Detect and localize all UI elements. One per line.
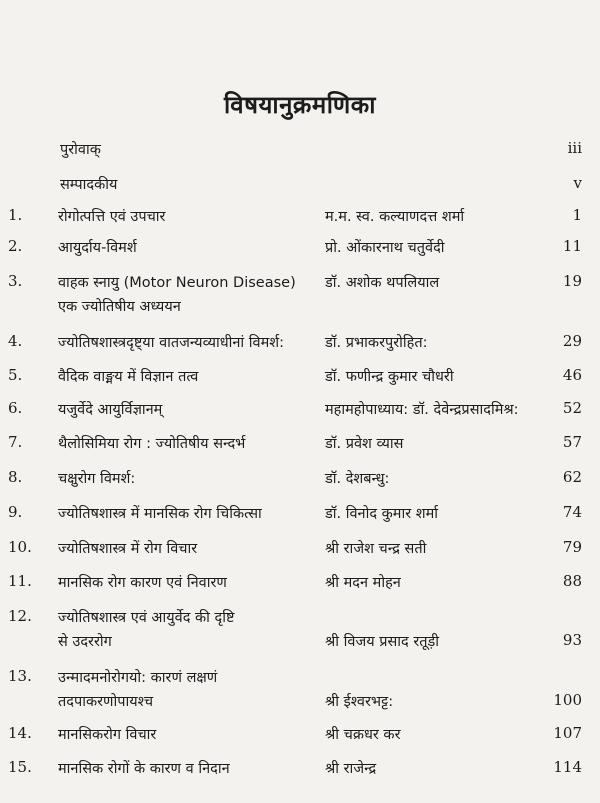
contents-entry <box>0 237 600 277</box>
page-number: 57 <box>562 433 582 451</box>
front-matter-title: सम्पादकीय <box>60 177 118 193</box>
entry-number: 7. <box>8 433 23 451</box>
entry-number: 8. <box>8 468 23 486</box>
entry-number: 1. <box>8 206 23 224</box>
contents-entry <box>0 572 600 612</box>
contents-entry <box>0 607 600 650</box>
contents-entry <box>0 272 600 315</box>
entry-number: 14. <box>8 724 32 742</box>
entry-author: श्री राजेन्द्र <box>325 761 377 777</box>
page-number: 62 <box>562 468 582 486</box>
entry-number: 13. <box>8 667 32 685</box>
contents-entry <box>0 433 600 473</box>
page-number: 1 <box>572 206 582 224</box>
page-number: 100 <box>553 691 582 709</box>
entry-number: 5. <box>8 366 23 384</box>
entry-author: श्री ईश्वरभट्ट: <box>325 694 394 710</box>
entry-author: श्री मदन मोहन <box>325 575 401 591</box>
entry-number: 11. <box>8 572 32 590</box>
entry-title: से उदररोग <box>58 634 112 650</box>
contents-entry <box>0 503 600 543</box>
entry-title: ज्योतिषशास्त्र एवं आयुर्वेद की दृष्टि <box>58 610 235 626</box>
entry-author: प्रो. ओंकारनाथ चतुर्वेदी <box>325 240 445 256</box>
contents-entry <box>0 468 600 508</box>
page-number: 88 <box>562 572 582 590</box>
entry-title: ज्योतिषशास्त्र में मानसिक रोग चिकित्सा <box>58 506 262 522</box>
entry-author: डॉ. विनोद कुमार शर्मा <box>325 506 439 522</box>
page-number: 107 <box>553 724 582 742</box>
entry-title: एक ज्योतिषीय अध्ययन <box>58 299 181 315</box>
page-number: 114 <box>553 758 582 776</box>
entry-author: डॉ. देशबन्धु: <box>325 471 390 487</box>
entry-title: मानसिकरोग विचार <box>58 727 157 743</box>
contents-entry <box>0 667 600 710</box>
page-number: v <box>573 174 582 192</box>
front-matter-row <box>0 139 600 179</box>
entry-title: आयुर्दाय-विमर्श <box>58 240 137 256</box>
entry-number: 6. <box>8 399 23 417</box>
entry-author: डॉ. प्रवेश व्यास <box>325 436 404 452</box>
page-number: 79 <box>562 538 582 556</box>
entry-author: डॉ. अशोक थपलियाल <box>325 275 440 291</box>
page-number: iii <box>567 139 582 157</box>
entry-number: 3. <box>8 272 23 290</box>
entry-title: थैलोसिमिया रोग : ज्योतिषीय सन्दर्भ <box>58 436 246 452</box>
page-number: 29 <box>562 332 582 350</box>
entry-title: ज्योतिषशास्त्र में रोग विचार <box>58 541 198 557</box>
entry-author: डॉ. फणीन्द्र कुमार चौधरी <box>325 369 454 385</box>
page-number: 11 <box>562 237 582 255</box>
entry-title: ज्योतिषशास्त्रदृष्ट्या वातजन्यव्याधीनां विमर्श: <box>58 335 285 351</box>
entry-title: मानसिक रोग कारण एवं निवारण <box>58 575 227 591</box>
entry-title: रोगोत्पत्ति एवं उपचार <box>58 209 166 225</box>
page-number: 52 <box>562 399 582 417</box>
entry-author: श्री राजेश चन्द्र सती <box>325 541 427 557</box>
entry-author: श्री चक्रधर कर <box>325 727 401 743</box>
entry-number: 15. <box>8 758 32 776</box>
page-title: विषयानुक्रमणिका <box>224 91 376 119</box>
page-number: 19 <box>562 272 582 290</box>
entry-author: महामहोपाध्याय: डॉ. देवेन्द्रप्रसादमिश्र: <box>325 402 519 418</box>
front-matter-title: पुरोवाक् <box>60 142 101 158</box>
page-number: 46 <box>562 366 582 384</box>
entry-number: 10. <box>8 538 32 556</box>
entry-author: श्री विजय प्रसाद रतूड़ी <box>325 634 440 650</box>
entry-title: वाहक स्नायु (Motor Neuron Disease) <box>58 275 296 291</box>
entry-author: म.म. स्व. कल्याणदत्त शर्मा <box>325 209 465 225</box>
entry-title: वैदिक वाङ्मय में विज्ञान तत्व <box>58 369 199 385</box>
page-number: 74 <box>562 503 582 521</box>
entry-title: मानसिक रोगों के कारण व निदान <box>58 761 230 777</box>
entry-number: 4. <box>8 332 23 350</box>
entry-title: चक्षुरोग विमर्श: <box>58 471 136 487</box>
entry-number: 2. <box>8 237 23 255</box>
entry-number: 12. <box>8 607 32 625</box>
entry-author: डॉ. प्रभाकरपुरोहित: <box>325 335 428 351</box>
entry-title: तदपाकरणोपायश्च <box>58 694 154 710</box>
contents-entry <box>0 758 600 798</box>
entry-title: उन्मादमनोरोगयो: कारणं लक्षणं <box>58 670 218 686</box>
entry-title: यजुर्वेदे आयुर्विज्ञानम् <box>58 402 163 418</box>
entry-number: 9. <box>8 503 23 521</box>
page-number: 93 <box>562 631 582 649</box>
